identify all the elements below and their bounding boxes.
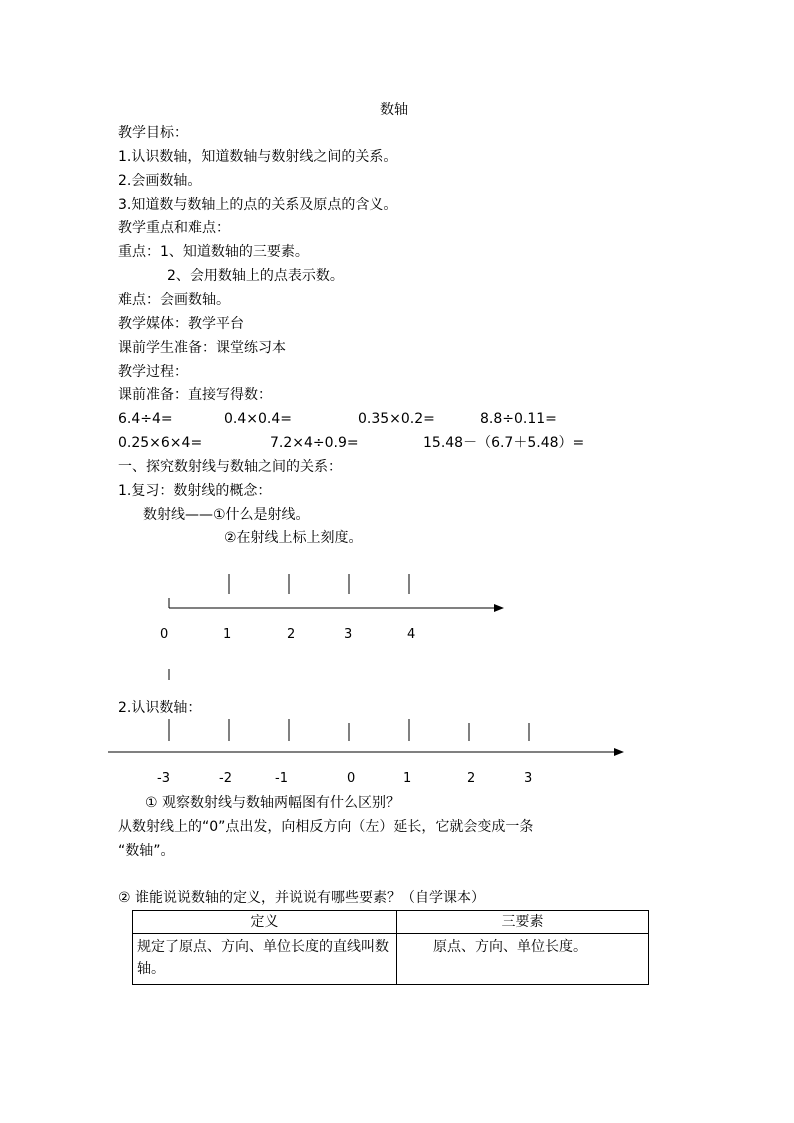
ray-label: 2 [287,627,296,642]
axis-heading: 2.认识数轴： [118,700,202,716]
ray-definition-1: 数射线——①什么是射线。 [143,507,310,523]
page-title: 数轴 [380,102,408,118]
review-heading: 1.复习：数射线的概念： [118,483,272,499]
table-header-definition: 定义 [133,911,397,934]
exercise: 0.25×6×4= [118,435,203,451]
axis-label: 3 [524,771,533,786]
objective-1: 1.认识数轴，知道数轴与数射线之间的关系。 [118,149,398,165]
axis-label: 2 [467,771,476,786]
definition-table [132,910,649,985]
exercise: 15.48－（6.7＋5.48）= [423,435,585,451]
difficulty: 难点：会画数轴。 [118,292,230,308]
student-prep: 课前学生准备：课堂练习本 [118,340,286,356]
ray-label: 0 [160,627,169,642]
objective-3: 3.知道数与数轴上的点的关系及原点的含义。 [118,197,398,213]
exercise: 0.35×0.2= [358,411,435,427]
key-point-1: 重点：1、知道数轴的三要素。 [118,244,309,260]
section1-heading: 一、探究数射线与数轴之间的关系： [118,459,342,475]
exercise: 8.8÷0.11= [480,411,557,427]
table-row [133,934,649,985]
axis-label: -2 [219,771,232,786]
axis-label: 0 [347,771,356,786]
axis-label: -3 [157,771,170,786]
key-point-2: 2、会用数轴上的点表示数。 [167,268,344,284]
answer-1-line-1: 从数射线上的“0”点出发，向相反方向（左）延长，它就会变成一条 [118,819,534,835]
exercise: 0.4×0.4= [224,411,292,427]
exercise: 7.2×4÷0.9= [270,435,359,451]
ray-label: 4 [407,627,416,642]
ray-label: 3 [344,627,353,642]
teaching-media: 教学媒体：教学平台 [118,316,244,332]
objective-2: 2.会画数轴。 [118,173,202,189]
process-heading: 教学过程： [118,364,188,380]
objectives-heading: 教学目标： [118,125,188,141]
warmup-heading: 课前准备：直接写得数： [118,387,272,403]
axis-label: 1 [403,771,412,786]
question-1: ① 观察数射线与数轴两幅图有什么区别？ [145,795,400,811]
axis-label: -1 [275,771,288,786]
ray-label: 1 [223,627,232,642]
table-header-elements: 三要素 [397,911,649,934]
ray-definition-2: ②在射线上标上刻度。 [224,530,363,546]
table-cell-definition: 规定了原点、方向、单位长度的直线叫数轴。 [133,934,397,985]
exercise: 6.4÷4= [118,411,173,427]
table-cell-elements: 原点、方向、单位长度。 [397,934,649,985]
answer-1-line-2: “数轴”。 [118,843,175,859]
table-header-row [133,911,649,934]
key-heading: 教学重点和难点： [118,220,230,236]
question-2: ② 谁能说说数轴的定义，并说说有哪些要素？（自学课本） [118,890,485,906]
